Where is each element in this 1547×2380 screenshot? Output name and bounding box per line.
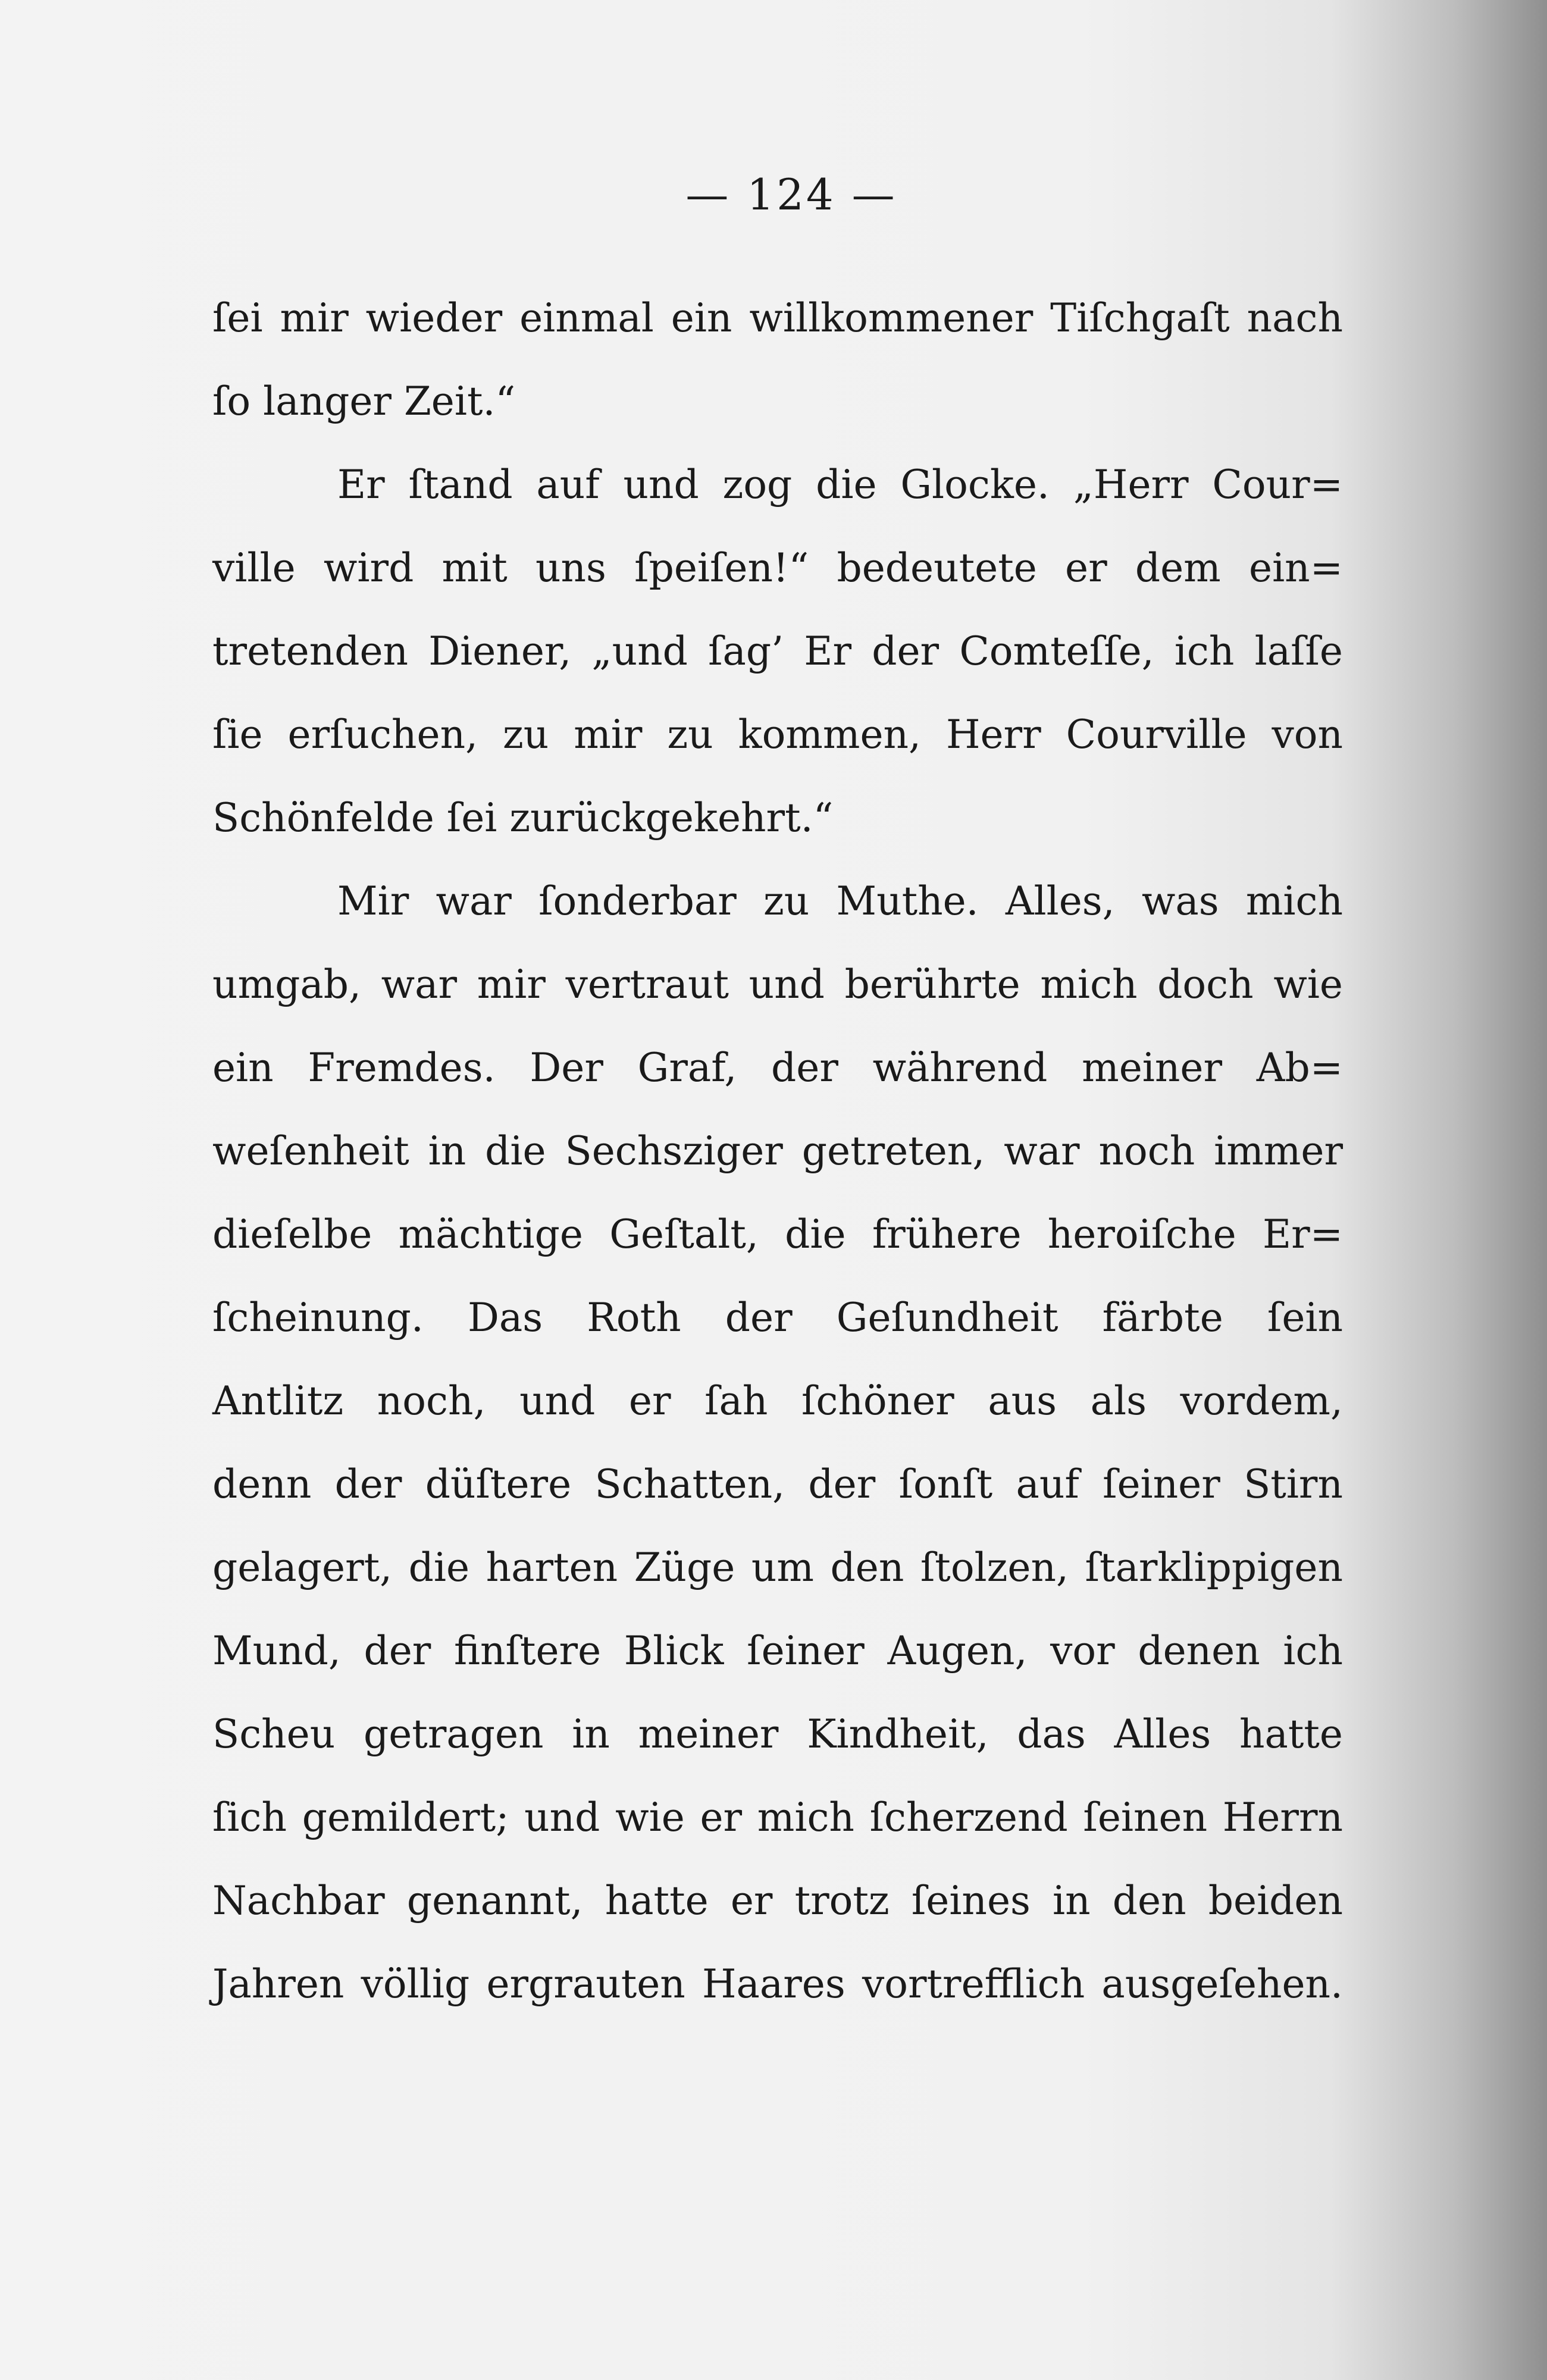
text-line: ſie erſuchen, zu mir zu kommen, Herr Courville von <box>212 712 1343 757</box>
text-line: Schönfelde ſei zurückgekehrt.“ <box>212 795 834 841</box>
text-line: weſenheit in die Sechsziger getreten, war noch immer <box>212 1128 1343 1174</box>
text-line: tretenden Diener, „und ſag’ Er der Comteſſe, ich laſſe <box>212 628 1343 674</box>
text-line: ſcheinung. Das Roth der Geſundheit färbte ſein <box>212 1295 1343 1341</box>
text-line: Jahren völlig ergrauten Haares vortrefflich ausgeſehen. <box>212 1961 1343 2007</box>
text-line: Antlitz noch, und er ſah ſchöner aus als vordem, <box>212 1378 1343 1424</box>
text-line: gelagert, die harten Züge um den ſtolzen, ſtarklippigen <box>212 1545 1343 1590</box>
text-line: umgab, war mir vertraut und berührte mich doch wie <box>212 962 1343 1007</box>
text-line: ſo langer Zeit.“ <box>212 378 516 424</box>
text-line: Mir war ſonderbar zu Muthe. Alles, was mich <box>337 878 1343 924</box>
text-line: ville wird mit uns ſpeiſen!“ bedeutete er dem ein= <box>212 545 1343 591</box>
text-line: Mund, der finſtere Blick ſeiner Augen, vor denen ich <box>212 1628 1343 1674</box>
text-line: ſich gemildert; und wie er mich ſcherzend ſeinen Herrn <box>212 1795 1343 1840</box>
text-line: dieſelbe mächtige Geſtalt, die frühere heroiſche Er= <box>212 1211 1343 1257</box>
text-line: Er ſtand auf und zog die Glocke. „Herr Cour= <box>337 462 1343 508</box>
text-line: Scheu getragen in meiner Kindheit, das Alles hatte <box>212 1711 1343 1757</box>
text-line: ſei mir wieder einmal ein willkommener Tiſchgaſt nach <box>212 295 1343 341</box>
text-line: ein Fremdes. Der Graf, der während meiner Ab= <box>212 1045 1343 1091</box>
text-line: Nachbar genannt, hatte er trotz ſeines in den beiden <box>212 1878 1343 1924</box>
page-number-text: — 124 — <box>685 170 897 220</box>
text-line: denn der düſtere Schatten, der ſonſt auf ſeiner Stirn <box>212 1461 1343 1507</box>
